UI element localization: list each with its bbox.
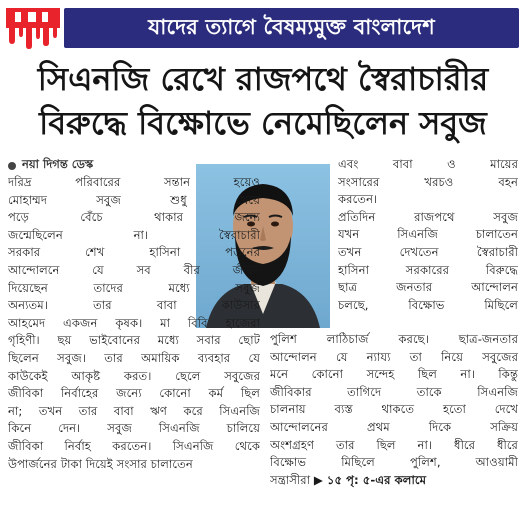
article-last-line bbox=[270, 472, 518, 490]
article-text-line: ছাত্র জনতার আন্দোলন bbox=[338, 280, 518, 295]
article-column-bottom bbox=[270, 331, 518, 489]
article-text-line: মনে কোনো সন্দেহ ছিল না। কিন্তু bbox=[270, 367, 518, 382]
headline bbox=[8, 57, 518, 145]
article-text-line: সংসারের খরচও বহন bbox=[338, 174, 518, 189]
article-text-line: এবং বাবা ও মায়ের bbox=[338, 157, 518, 171]
article-text-line: যখন সিএনজি চালাতেন bbox=[338, 227, 518, 242]
byline bbox=[8, 156, 93, 175]
article-text-line: প্রতিদিন রাজপথে সবুজ bbox=[338, 209, 518, 224]
article-text-line: পড়ে বেঁচে থাকার জন্যে bbox=[8, 210, 260, 225]
article-text-line: সরকার শেখ হাসিনা পতনের bbox=[8, 245, 260, 260]
article-text-line: দিয়েছেন তাদের মধ্যে সবুজ bbox=[8, 280, 260, 295]
continuation-marker: ▶ ১৫ পৃ: ৫-এর কলামে bbox=[313, 472, 427, 487]
article-text-line: আহমেদ একজন কৃষক। মা বিবি হাজেরা bbox=[8, 315, 260, 330]
article-text-line: কিনে দেন। সবুজ সিএনজি চালিয়ে bbox=[8, 421, 260, 436]
headline-line-1: সিএনজি রেখে রাজপথে স্বৈরাচারীর bbox=[37, 60, 489, 98]
article-text-line: দরিদ্র পরিবারের সন্তান হয়েও bbox=[8, 175, 260, 189]
series-tagline: যাদের ত্যাগে বৈষম্যমুক্ত বাংলাদেশ bbox=[64, 8, 519, 48]
article-text-line: জন্মেছিলেন না। স্বৈরাচারী bbox=[8, 227, 260, 242]
article-text-line: আন্দোলন যে ন্যায্য তা নিয়ে সবুজের bbox=[270, 349, 518, 364]
article-text-line: হাসিনা সরকারের বিরুদ্ধে bbox=[338, 262, 518, 277]
article-text-line: আন্দোলনে যে সব বীর জীবন bbox=[8, 262, 260, 277]
article-text-line: তখন দেখতেন স্বৈরাচারী bbox=[338, 244, 518, 259]
blood-drip-logo-icon bbox=[6, 6, 60, 50]
series-banner bbox=[6, 4, 519, 50]
article-column-left bbox=[8, 174, 260, 473]
article-text-line: করতেন। bbox=[338, 192, 378, 207]
article-text-line: উপার্জনের টাকা দিয়েই সংসার চালাতেন bbox=[8, 456, 193, 471]
article-text-line: না; তখন তার বাবা ঋণ করে সিএনজি bbox=[8, 403, 260, 418]
article-text-line: আন্দোলনের প্রথম দিকে সক্রিয় bbox=[270, 419, 518, 434]
continuation-text: ১৫ পৃ: ৫-এর কলামে bbox=[326, 472, 427, 487]
byline-text: নয়া দিগন্ত ডেস্ক bbox=[22, 157, 94, 171]
article-text-line: চালনায় ব্যস্ত থাকতে হতো দেখে bbox=[270, 402, 518, 417]
article-text-line: জীবিকার তাগিদে তাকে সিএনজি bbox=[270, 384, 518, 399]
article-text-line: অংশগ্রহণ তার ছিল না। ধীরে ধীরে bbox=[270, 437, 518, 452]
article-text-line: গৃহিণী। ছয় ভাইবোনের মধ্যে সবার ছোট bbox=[8, 333, 260, 348]
article-text-line: কাউকেই আকৃষ্ট করত। ছেলে সবুজের bbox=[8, 368, 260, 383]
article-text-line: জীবিকা নির্বাহের জন্যে কোনো কর্ম ছিল bbox=[8, 386, 260, 401]
article-text-line: বিক্ষোভ মিছিলে পুলিশ, আওয়ামী bbox=[270, 455, 518, 470]
headline-line-2: বিরুদ্ধে বিক্ষোভে নেমেছিলেন সবুজ bbox=[39, 104, 487, 142]
article-text-line: পুলিশ লাঠিচার্জ করছে। ছাত্র-জনতার bbox=[270, 332, 518, 346]
article-column-right-top bbox=[338, 156, 518, 314]
article-text-line: ছিলেন সবুজ। তার অমায়িক ব্যবহার যে bbox=[8, 350, 260, 365]
article-text-line: চলছে, বিক্ষোভ মিছিলে bbox=[338, 297, 518, 312]
article-text-line: জীবিকা নির্বাহ করতেন। সিএনজি থেকে bbox=[8, 438, 260, 453]
bullet-dot-icon bbox=[8, 162, 16, 170]
article-text-line: মোহাম্মদ সবুজ শুধু খেয়ে bbox=[8, 192, 260, 207]
article-last-line-text: সন্ত্রাসীরা bbox=[270, 472, 311, 487]
article-text-line: অন্যতম। তার বাবা কাউসার bbox=[8, 298, 260, 313]
